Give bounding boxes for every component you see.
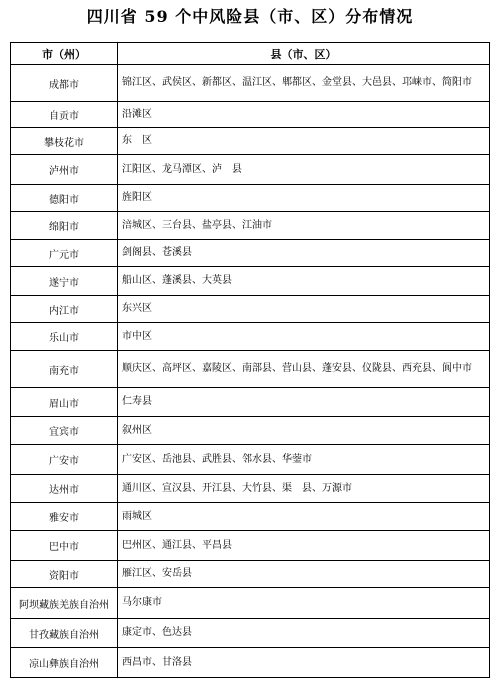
city-cell: 资阳市 [11,561,118,588]
table-row [11,128,490,155]
table-row [11,185,490,212]
city-cell: 阿坝藏族羌族自治州 [11,588,118,619]
city-cell: 遂宁市 [11,267,118,296]
counties-cell: 船山区、蓬溪县、大英县 [118,267,490,296]
table-row [11,388,490,417]
table-row [11,648,490,678]
city-cell: 乐山市 [11,323,118,351]
header-counties: 县（市、区） [118,43,490,65]
city-cell: 绵阳市 [11,212,118,240]
table-row [11,619,490,648]
city-cell: 眉山市 [11,388,118,417]
counties-cell: 剑阁县、苍溪县 [118,240,490,267]
table-row [11,296,490,323]
counties-cell: 叙州区 [118,417,490,445]
city-cell: 达州市 [11,475,118,503]
table-row [11,155,490,185]
table-row [11,417,490,445]
counties-cell: 东 区 [118,128,490,155]
city-cell: 宜宾市 [11,417,118,445]
counties-cell: 东兴区 [118,296,490,323]
table-row [11,240,490,267]
table-row [11,445,490,475]
header-city: 市（州） [11,43,118,65]
city-cell: 攀枝花市 [11,128,118,155]
table-row [11,588,490,619]
table-row [11,323,490,351]
table-row [11,102,490,128]
counties-cell: 顺庆区、高坪区、嘉陵区、南部县、营山县、蓬安县、仪陇县、西充县、阆中市 [118,351,490,388]
table-row [11,531,490,561]
city-cell: 凉山彝族自治州 [11,648,118,678]
table-row [11,475,490,503]
counties-cell: 市中区 [118,323,490,351]
table-row [11,351,490,388]
city-cell: 泸州市 [11,155,118,185]
counties-cell: 沿滩区 [118,102,490,128]
counties-cell: 巴州区、通江县、平昌县 [118,531,490,561]
city-cell: 广元市 [11,240,118,267]
table-header-row [11,43,490,65]
counties-cell: 雁江区、安岳县 [118,561,490,588]
counties-cell: 仁寿县 [118,388,490,417]
counties-cell: 通川区、宣汉县、开江县、大竹县、渠 县、万源市 [118,475,490,503]
table-row [11,212,490,240]
city-cell: 雅安市 [11,503,118,531]
city-cell: 南充市 [11,351,118,388]
page-title: 四川省 59 个中风险县（市、区）分布情况 [86,7,414,26]
counties-cell: 广安区、岳池县、武胜县、邻水县、华蓥市 [118,445,490,475]
counties-cell: 江阳区、龙马潭区、泸 县 [118,155,490,185]
city-cell: 自贡市 [11,102,118,128]
counties-cell: 康定市、色达县 [118,619,490,648]
city-cell: 德阳市 [11,185,118,212]
table-row [11,561,490,588]
city-cell: 广安市 [11,445,118,475]
table-body [11,65,490,678]
counties-cell: 西昌市、甘洛县 [118,648,490,678]
counties-cell: 涪城区、三台县、盐亭县、江油市 [118,212,490,240]
table-row [11,65,490,102]
counties-cell: 锦江区、武侯区、新都区、温江区、郫都区、金堂县、大邑县、邛崃市、简阳市 [118,65,490,102]
counties-cell: 旌阳区 [118,185,490,212]
city-cell: 内江市 [11,296,118,323]
risk-county-table [10,42,490,678]
counties-cell: 马尔康市 [118,588,490,619]
city-cell: 巴中市 [11,531,118,561]
table-row [11,503,490,531]
table-row [11,267,490,296]
city-cell: 成都市 [11,65,118,102]
city-cell: 甘孜藏族自治州 [11,619,118,648]
counties-cell: 雨城区 [118,503,490,531]
